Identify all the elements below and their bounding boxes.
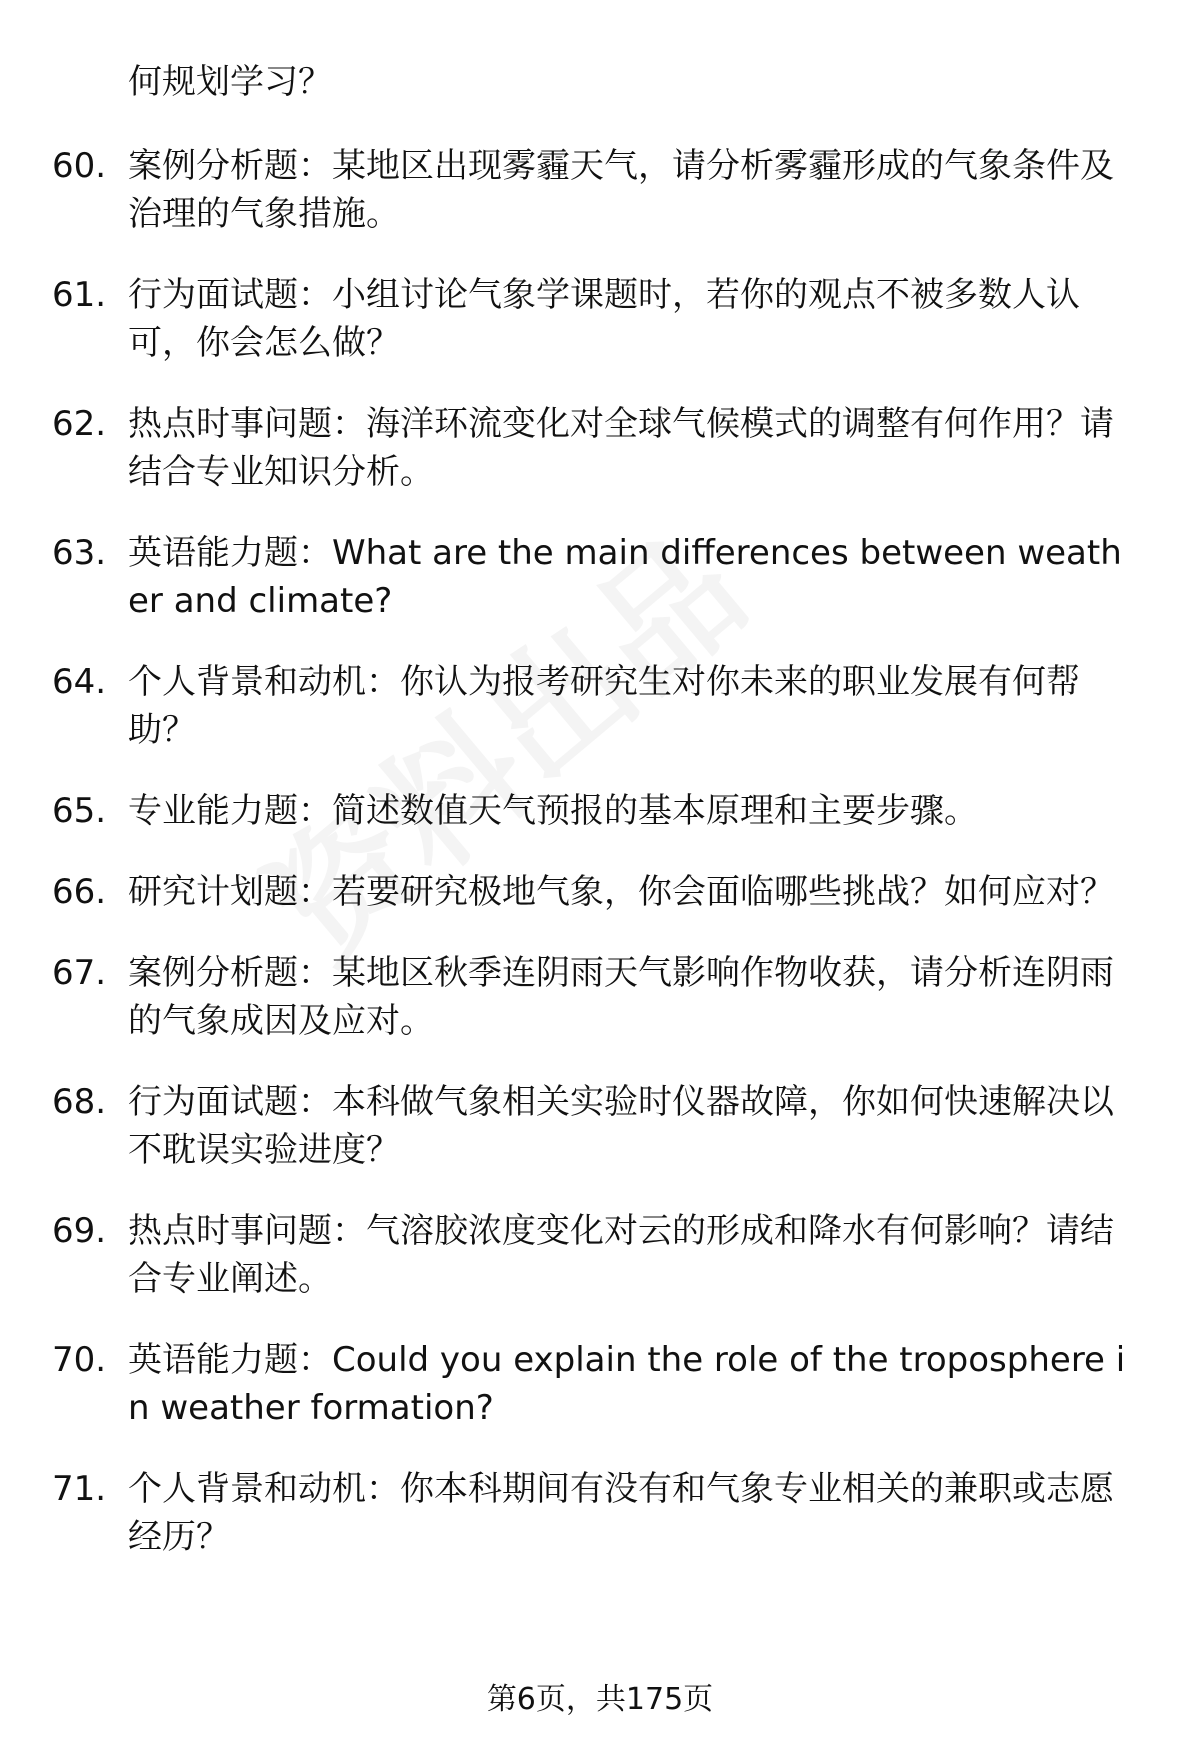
question-text: 行为面试题：小组讨论气象学课题时，若你的观点不被多数人认可，你会怎么做？	[128, 275, 1080, 363]
question-item	[0, 142, 1200, 238]
question-text: 专业能力题：简述数值天气预报的基本原理和主要步骤。	[128, 791, 978, 831]
continuation-text: 何规划学习？	[128, 62, 332, 102]
question-number: 65.	[52, 791, 107, 831]
question-text: 英语能力题：Could you explain the role of the troposphere in weather formation?	[128, 1340, 1126, 1428]
question-number: 63.	[52, 533, 107, 573]
question-number: 67.	[52, 953, 107, 993]
question-text: 热点时事问题：气溶胶浓度变化对云的形成和降水有何影响？请结合专业阐述。	[128, 1211, 1114, 1299]
question-item	[0, 949, 1200, 1045]
question-item	[0, 271, 1200, 367]
page-footer: 第6页，共175页	[486, 1682, 714, 1717]
question-text: 英语能力题：What are the main differences between weather and climate?	[128, 533, 1122, 621]
question-number: 70.	[52, 1340, 107, 1380]
question-number: 61.	[52, 275, 107, 315]
question-text: 行为面试题：本科做气象相关实验时仪器故障，你如何快速解决以不耽误实验进度？	[128, 1082, 1114, 1170]
question-list	[0, 142, 1200, 1594]
question-item	[0, 658, 1200, 754]
question-item	[0, 787, 1200, 835]
question-number: 66.	[52, 872, 107, 912]
question-number: 60.	[52, 146, 107, 186]
question-text: 研究计划题：若要研究极地气象，你会面临哪些挑战？如何应对？	[128, 872, 1114, 912]
question-item	[0, 1078, 1200, 1174]
question-item	[0, 1336, 1200, 1432]
question-number: 69.	[52, 1211, 107, 1251]
question-number: 64.	[52, 662, 107, 702]
question-text: 个人背景和动机：你本科期间有没有和气象专业相关的兼职或志愿经历？	[128, 1469, 1114, 1557]
question-text: 案例分析题：某地区秋季连阴雨天气影响作物收获，请分析连阴雨的气象成因及应对。	[128, 953, 1114, 1041]
question-item	[0, 1207, 1200, 1303]
question-number: 62.	[52, 404, 107, 444]
question-item	[0, 529, 1200, 625]
question-item	[0, 1465, 1200, 1561]
question-number: 68.	[52, 1082, 107, 1122]
question-number: 71.	[52, 1469, 107, 1509]
question-item	[0, 400, 1200, 496]
question-text: 案例分析题：某地区出现雾霾天气，请分析雾霾形成的气象条件及治理的气象措施。	[128, 146, 1114, 234]
question-item	[0, 868, 1200, 916]
question-text: 个人背景和动机：你认为报考研究生对你未来的职业发展有何帮助？	[128, 662, 1080, 750]
question-text: 热点时事问题：海洋环流变化对全球气候模式的调整有何作用？请结合专业知识分析。	[128, 404, 1114, 492]
